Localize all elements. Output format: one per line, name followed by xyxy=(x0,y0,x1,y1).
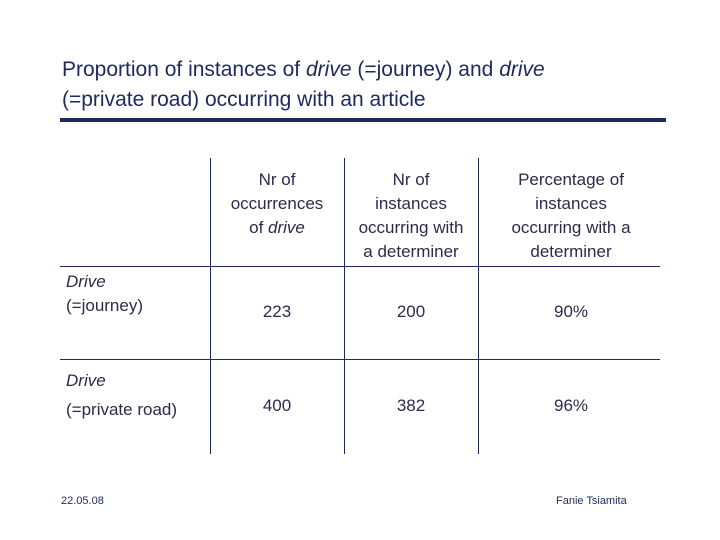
row-label-private-road xyxy=(66,366,177,424)
row-label-emphasis: Drive xyxy=(66,272,106,291)
footer-author: Fanie Tsiamita xyxy=(556,495,627,507)
header-text: Nr of xyxy=(258,170,296,189)
header-text: a determiner xyxy=(363,242,459,261)
column-header-with-determiner xyxy=(346,168,476,264)
cell-with-determiner: 200 xyxy=(396,302,426,321)
table-divider-vertical xyxy=(210,158,211,454)
header-text: Nr of xyxy=(392,170,430,189)
row-label-emphasis: Drive xyxy=(66,371,106,390)
cell-with-determiner: 382 xyxy=(396,396,426,415)
cell-percentage: 96% xyxy=(553,396,589,415)
header-text: Percentage of xyxy=(518,170,624,189)
footer-date: 22.05.08 xyxy=(61,495,104,507)
title-emphasis: drive xyxy=(499,58,545,81)
column-header-percentage xyxy=(482,168,660,264)
title-text: Proportion of instances of xyxy=(62,58,306,81)
header-text: occurring with xyxy=(358,218,464,237)
table-divider-horizontal xyxy=(60,359,660,360)
table-divider-vertical xyxy=(478,158,479,454)
title-text: (=journey) and xyxy=(351,58,500,81)
header-text: occurring with a xyxy=(511,218,631,237)
cell-occurrences: 223 xyxy=(262,302,292,321)
header-text: instances xyxy=(375,194,447,213)
header-text: instances xyxy=(535,194,607,213)
column-header-occurrences xyxy=(212,168,342,240)
header-text-part: of xyxy=(249,218,269,237)
header-emphasis: drive xyxy=(268,218,305,237)
table-divider-vertical xyxy=(344,158,345,454)
title-divider xyxy=(60,118,666,122)
cell-percentage: 90% xyxy=(553,302,589,321)
header-text: occurrences xyxy=(230,194,324,213)
slide-title xyxy=(62,55,682,115)
title-line-2: (=private road) occurring with an article xyxy=(62,88,426,111)
title-emphasis: drive xyxy=(305,58,352,81)
row-label-journey xyxy=(66,270,143,318)
cell-occurrences: 400 xyxy=(262,396,292,415)
row-label-text: (=private road) xyxy=(66,400,178,419)
header-text: determiner xyxy=(530,242,612,261)
table-divider-horizontal xyxy=(60,266,660,267)
row-label-text: (=journey) xyxy=(66,296,144,315)
header-text xyxy=(212,216,342,240)
title-line-1 xyxy=(62,55,682,85)
